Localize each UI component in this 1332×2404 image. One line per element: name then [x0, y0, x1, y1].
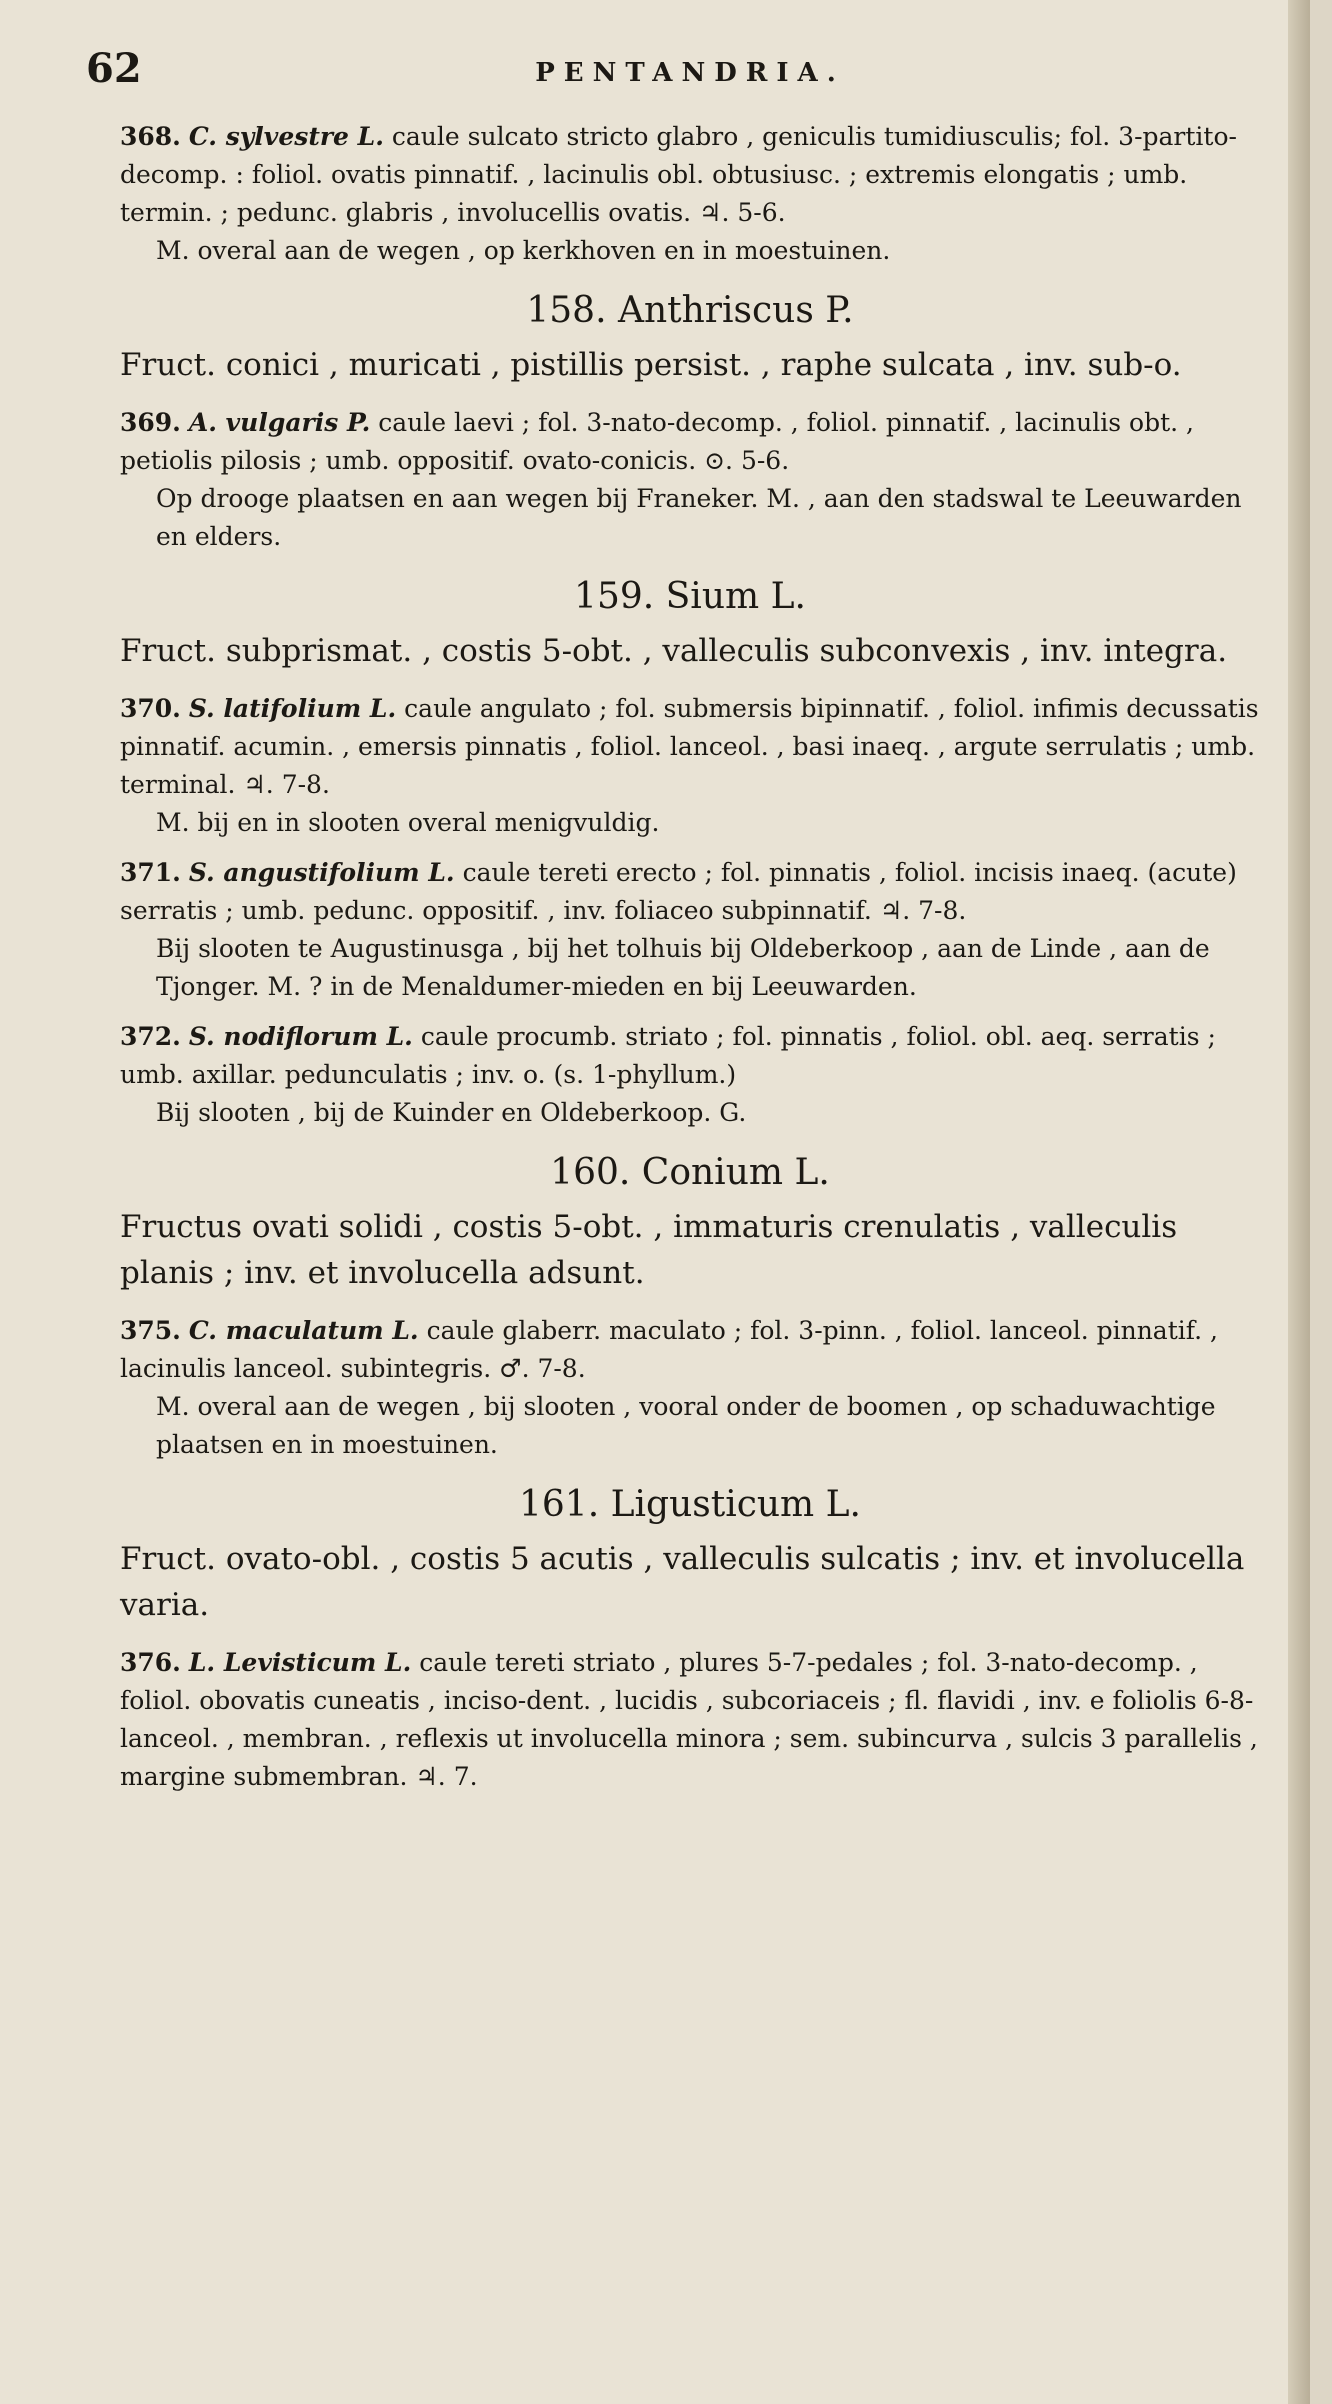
running-title: PENTANDRIA.: [535, 58, 845, 88]
species-entry: [120, 118, 1260, 270]
species-entry: [120, 1018, 1260, 1132]
genus-description: Fructus ovati solidi , costis 5-obt. , immaturis crenulatis , valleculis planis ; inv. et involucella adsunt.: [120, 1209, 1178, 1291]
species-name: S. angustifolium L.: [188, 858, 455, 887]
locality-note: M. overal aan de wegen , op kerkhoven en in moestuinen.: [156, 236, 891, 265]
locality-note: M. overal aan de wegen , bij slooten , vooral onder de boomen , op schaduwachtige plaatsen en in moestuinen.: [156, 1392, 1216, 1459]
page-number: 62: [86, 45, 142, 92]
species-description: caule angulato ; fol. submersis bipinnatif. , foliol. infimis decussatis pinnatif. acumin. , emersis pinnatis , foliol. lanceol. , basi inaeq. , argute serrulatis ; umb. terminal. ♃. 7-8.: [120, 694, 1259, 799]
genus-heading: 159. Sium L.: [574, 576, 806, 617]
entry-number: 368.: [120, 122, 181, 151]
locality-note: Op droogе plaatsen en aan wegen bij Franeker. M. , aan den stadswal te Leeuwarden en elders.: [156, 484, 1242, 551]
entry-number: 370.: [120, 694, 181, 723]
entry-number: 372.: [120, 1022, 181, 1051]
entry-number: 369.: [120, 408, 181, 437]
page-content: [86, 45, 1260, 1808]
species-name: S. nodiflorum L.: [188, 1022, 413, 1051]
species-name: L. Levisticum L.: [188, 1648, 412, 1677]
species-entry: [120, 690, 1260, 842]
genus-heading: 160. Conium L.: [550, 1152, 830, 1193]
page-header: [86, 45, 1260, 118]
genus-description: Fruct. conici , muricati , pistillis persist. , raphe sulcata , inv. sub-o.: [120, 347, 1182, 383]
species-description: caule procumb. striato ; fol. pinnatis , foliol. obl. aeq. serratis ; umb. axillar. pedunculatis ; inv. o. (s. 1-phyllum.): [120, 1022, 1216, 1089]
species-name: C. sylvestre L.: [188, 122, 384, 151]
genus-description: Fruct. ovato-obl. , costis 5 acutis , valleculis sulcatis ; inv. et involucella varia.: [120, 1541, 1245, 1623]
page-edge: [1288, 0, 1310, 2404]
species-entry: [120, 854, 1260, 1006]
locality-note: M. bij en in slooten overal menigvuldig.: [156, 808, 660, 837]
species-description: caule sulcato stricto glabro , geniculis tumidiusculis; fol. 3-partito-decomp. : foliol. ovatis pinnatif. , lacinulis obl. obtusiusc. ; extremis elongatis ; umb. termin. ; pedunc. glabris , involucellis ovatis. ♃. 5-6.: [120, 122, 1237, 227]
locality-note: Bij slooten te Augustinusga , bij het tolhuis bij Oldeberkoop , aan de Linde , aan de Tjonger. M. ? in de Menaldumer-mieden en bij Leeuwarden.: [156, 934, 1210, 1001]
species-description: caule tereti striato , plures 5-7-pedales ; fol. 3-nato-decomp. , foliol. obovatis cuneatis , inciso-dent. , lucidis , subcoriaceis ; fl. flavidi , inv. e foliolis 6-8-lanceol. , membran. , reflexis ut involucella minora ; sem. subincurva , sulcis 3 parallelis , margine submembran. ♃. 7.: [120, 1648, 1258, 1791]
species-description: caule glaberr. maculato ; fol. 3-pinn. , foliol. lanceol. pinnatif. , lacinulis lanceol. subintegris. ♂. 7-8.: [120, 1316, 1218, 1383]
genus-heading: 158. Anthriscus P.: [526, 290, 854, 331]
entry-number: 371.: [120, 858, 181, 887]
entry-number: 376.: [120, 1648, 181, 1677]
species-name: C. maculatum L.: [188, 1316, 419, 1345]
species-name: S. latifolium L.: [188, 694, 397, 723]
entry-number: 375.: [120, 1316, 181, 1345]
species-entry: [120, 1312, 1260, 1464]
species-entry: [120, 404, 1260, 556]
species-entry: [120, 1644, 1260, 1796]
species-description: caule laevi ; fol. 3-nato-decomp. , foliol. pinnatif. , lacinulis obt. , petiolis pilosis ; umb. oppositif. ovato-conicis. ⊙. 5-6.: [120, 408, 1194, 475]
locality-note: Bij slooten , bij de Kuinder en Oldeberkoop. G.: [156, 1098, 747, 1127]
species-description: caule tereti erecto ; fol. pinnatis , foliol. incisis inaeq. (acute) serratis ; umb. pedunc. oppositif. , inv. foliaceo subpinnatif. ♃. 7-8.: [120, 858, 1237, 925]
genus-description: Fruct. subprismat. , costis 5-obt. , valleculis subconvexis , inv. integra.: [120, 633, 1228, 669]
species-name: A. vulgaris P.: [188, 408, 371, 437]
genus-heading: 161. Ligusticum L.: [519, 1484, 861, 1525]
